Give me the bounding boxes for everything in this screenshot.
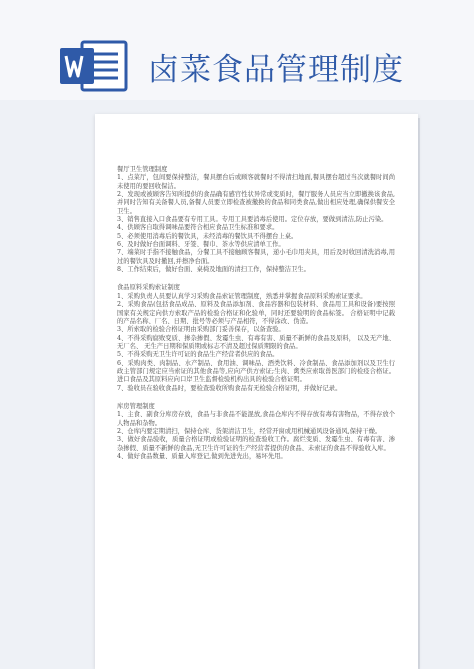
rule-item: 1、主食、副食分库房存放，食品与非食品不能混放,食品仓库内不得存放有毒有害物品，不得存放个人物品和杂物。 [117, 411, 395, 427]
rule-item: 2、仓库内要定期清扫，保持仓库、货架清洁卫生，经常开窗或用机械通风设备通风,保持干燥。 [117, 427, 382, 435]
rule-item: 3、做好食品验收，质量合格证明或检验证明的检查验收工作。腐烂变质、发霉生虫、有毒有害、渗杂掺假、质量不新鲜的食品,无卫生许可证的生产经营者提供的食品、未索证的食品不得验收入库。 [117, 436, 395, 452]
section-heading: 食品原料采购索证制度 [117, 284, 180, 292]
rule-item: 5、必须使用消毒后的餐饮具，未经消毒的餐饮具不得摆台上桌。 [117, 232, 298, 240]
header-banner [0, 0, 474, 100]
rule-item: 7、验收员在验收食品时，要检查验收所购食品有无检验合格证明，并做好记录。 [117, 384, 342, 392]
rule-item: 2、采购食品(包括食品成品、原料及食品添加剂、食品容器和包装材料、食品用工具和设备)要按照国家有关规定向供方索取产品的检验合格证和化验单，同时还要验明的食品标签。 合格证明中记载的产品名称、厂名、日期、批号等必须与产品相符，不得涂改、伪造。 [117, 301, 395, 325]
rule-item: 6、采购肉类、肉制品、水产制品、食用油、调味品、酒类饮料、冷食制品、食品添加剂以及卫生行政主管部门规定应当索证的其他食品等,应向产供方索证;生肉、禽类应索取兽医部门的检疫合格证。 进口食品及其原料应向口岸卫生监督检验机构出具的检验合格证明。 [117, 359, 395, 384]
rule-item: 4、做好食品数量、质量入库登记,做到先进先出，易坏先用。 [117, 453, 287, 460]
word-document-icon [58, 38, 130, 94]
rule-item: 7、端菜时手指不接触食品，分餐工具不接触顾客餐具，递小毛巾用夹具，用后及时收回清洗消毒,用过的餐饮具及时撤回,并擦净台面。 [117, 249, 395, 265]
document-body [117, 166, 395, 461]
rule-item: 3、销售直接入口食品要有专用工具。专用工具要消毒后使用。定位存放，要做到清洁,防止污染。 [117, 216, 388, 224]
rule-item: 1、采购负责人员要认真学习采购食品索证管理制度，熟悉并掌握食品原料采购索证要求。 [117, 292, 367, 300]
rule-item: 1、点菜厅，包间要保持整洁，餐具摆台后或顾客就餐时不得清扫地面,餐具摆台超过当次就餐时间尚未使用的要回收保洁。 [117, 174, 395, 190]
rule-item: 3、所索取的检验合格证明由采购部门妥善保存，以备查验。 [117, 326, 285, 334]
section-heading: 餐厅卫生管理制度 [117, 166, 168, 173]
rule-item: 6、及时做好台面调料、牙签、餐巾、茶水等供应清单工作。 [117, 241, 285, 249]
section-warehouse [117, 403, 395, 461]
rule-item: 8、工作结束后，做好台面、桌椅及地面的清扫工作，保持整洁卫生。 [117, 266, 310, 274]
section-procurement [117, 284, 395, 392]
section-heading: 库房管理制度 [117, 402, 155, 410]
section-dining-hygiene [117, 166, 395, 274]
rule-item: 4、供顾客自取得调味品要符合相应食品卫生标准和要求。 [117, 224, 279, 232]
rule-item: 4、不得采购腐败变质、掺杂掺假、发霉生虫、有毒有害、质量不新鲜的食品及原料， 以及无产地、 无厂名、 无生产日期和保质期或标志不清及超过保质期限的食品。 [117, 334, 395, 350]
rule-item: 2、发现或被顾客告知所提供的食品确有感官性状异常或变质时，餐厅服务人员应当立即撤换该食品,并同时告知有关备餐人员,备餐人员要立即检查被撤换的食品和同类食品,做出相应处理,确保供餐安全卫生。 [117, 191, 395, 215]
page-title: 卤菜食品管理制度 [148, 52, 404, 88]
rule-item: 5、不得采购无卫生许可证的食品生产经营者供应的食品。 [117, 351, 279, 359]
